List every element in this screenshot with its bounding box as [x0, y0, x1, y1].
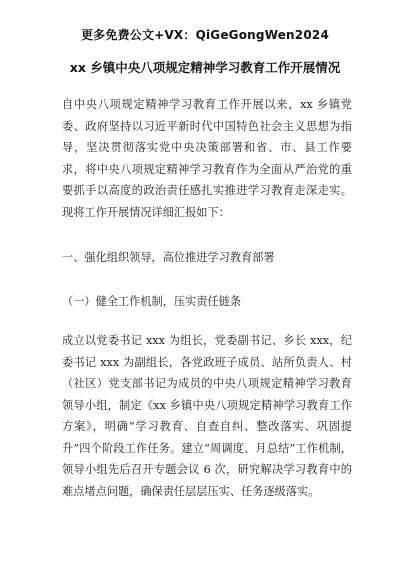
- section-heading: 一、强化组织领导，高位推进学习教育部署: [62, 251, 275, 264]
- intro-paragraph: 自中央八项规定精神学习教育工作开展以来，xx 乡镇党委、政府坚持以习近平新时代中国特色社会主义思想为指导，坚决贯彻落实党中央决策部署和省、市、县工作要求，将中央八项规定精神学习教育作为全面从严治党的重要抓手以高度的政治责任感扎实推进学习教育走深走实。现将工作开展情况详细汇报如下：: [62, 98, 352, 219]
- subsection-heading: （一）健全工作机制，压实责任链条: [62, 295, 242, 308]
- body-paragraph: 成立以党委书记 xxx 为组长，党委副书记、乡长 xxx，纪委书记 xxx 为副组长，各党政班子成员、站所负责人、村（社区）党支部书记为成员的中央八项规定精神学习教育领导小组，制定《xx 乡镇中央八项规定精神学习教育工作方案》，明确“学习教育、自查自纠、整改落实、巩固提升”四个阶段工作任务。建立“周调度、月总结”工作机制，领导小组先后召开专题会议 6 次，研究解决学习教育中的难点堵点问题，确保责任层层压实、任务逐级落实。: [62, 334, 352, 498]
- document-title: xx 乡镇中央八项规定精神学习教育工作开展情况: [69, 60, 341, 75]
- promo-line: 更多免费公文+VX：QiGeGongWen2024: [80, 28, 329, 42]
